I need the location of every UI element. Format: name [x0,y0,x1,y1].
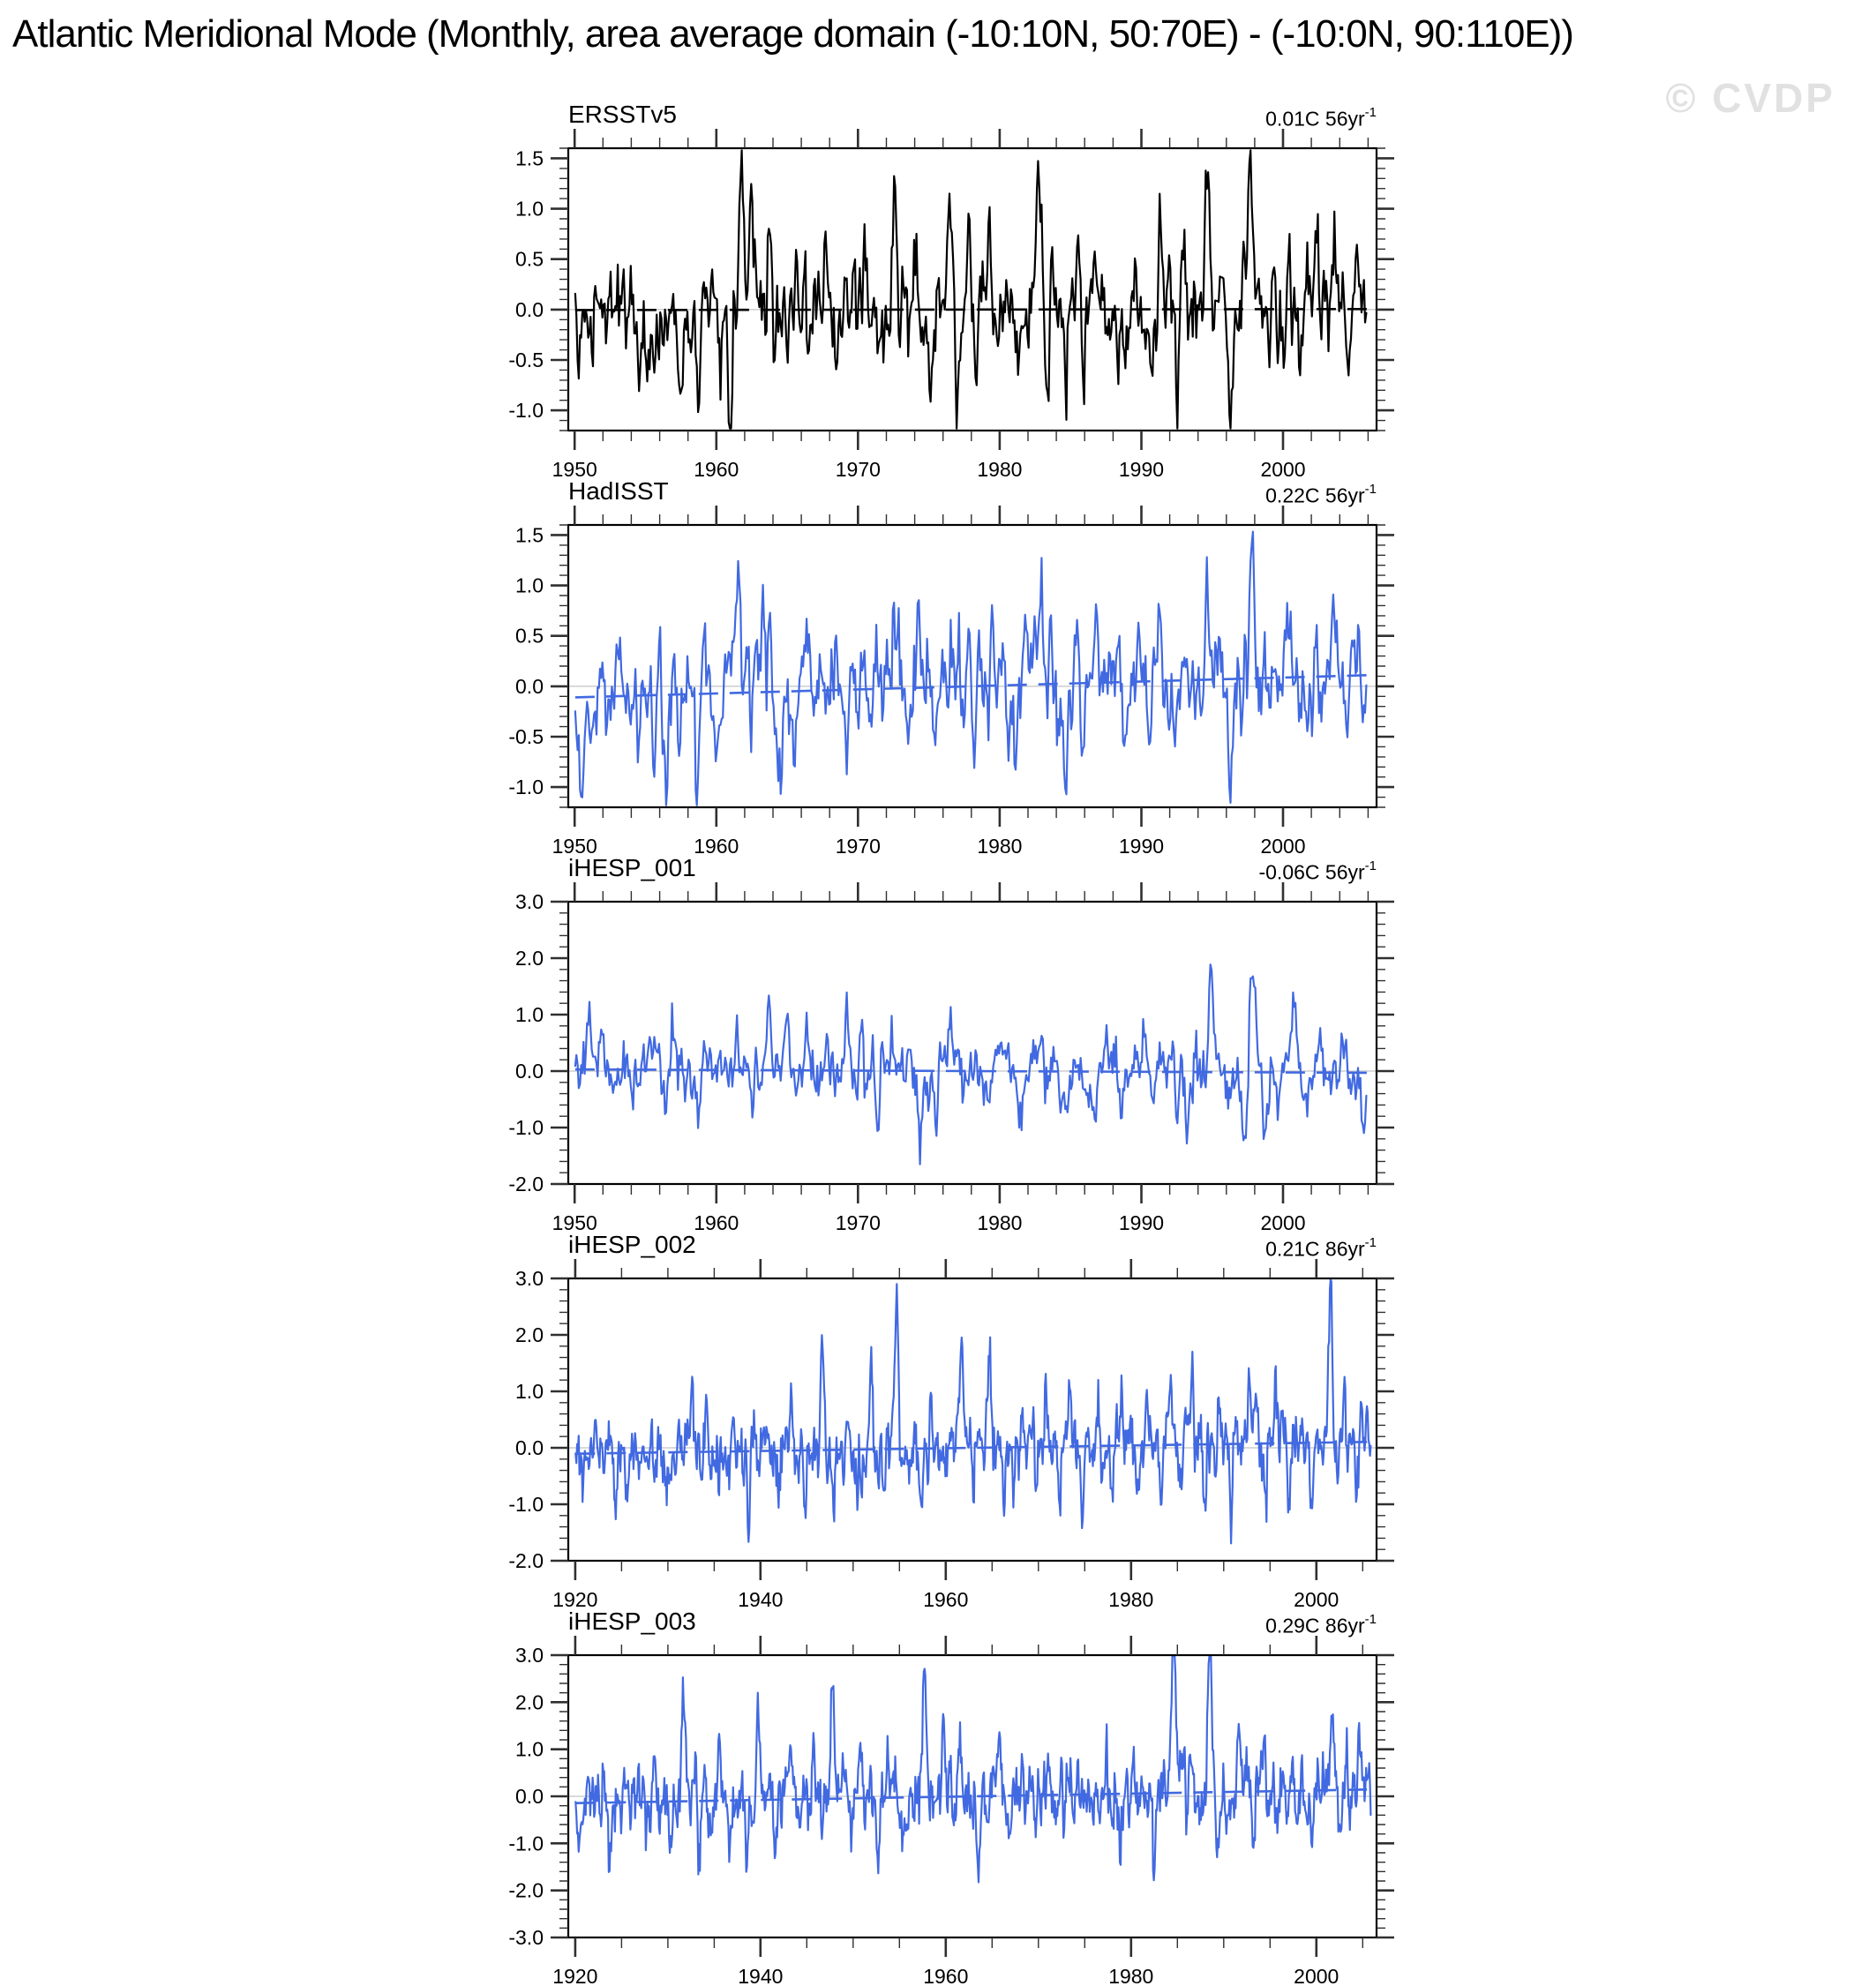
major-ticks [551,882,1394,1203]
trend-value: 0.01C 56yr [1265,107,1365,131]
y-tick-label: -0.5 [508,725,544,748]
x-tick-label: 2000 [1260,1211,1306,1234]
y-tick-label: -2.0 [508,1878,544,1902]
x-tick-label: 1950 [552,835,597,858]
x-tick-label: 1960 [694,1211,739,1234]
cvdp-watermark: © CVDP [1665,75,1835,121]
y-tick-label: -1.0 [508,776,544,799]
panel-label-ihesp-003: iHESP_003 [568,1608,696,1635]
y-tick-label: 1.0 [515,1737,544,1761]
y-tick-label: 1.0 [515,573,544,597]
y-tick-label: 2.0 [515,1323,544,1346]
y-tick-label: 3.0 [515,1267,544,1290]
y-tick-label: 0.5 [515,247,544,271]
x-tick-label: 1960 [694,835,739,858]
minor-ticks [559,138,1385,441]
trend-value: -0.06C 56yr [1258,860,1365,884]
chart-title: Atlantic Meridional Mode (Monthly, area average domain (-10:10N, 50:70E) - (-10:0N, 90:110E)) [12,12,1573,56]
trend-exponent: -1 [1364,858,1377,873]
x-tick-label: 1980 [977,835,1023,858]
trend-exponent: -1 [1364,1612,1377,1627]
y-tick-label: 0.0 [515,297,544,321]
y-tick-label: -1.0 [508,1493,544,1516]
x-tick-label: 1950 [552,458,597,481]
x-tick-label: 1990 [1118,458,1165,481]
y-tick-label: -0.5 [508,348,544,371]
x-tick-label: 1960 [923,1965,969,1986]
y-tick-label: 2.0 [515,947,544,970]
y-tick-label: 2.0 [515,1690,544,1714]
panel-HadISST [508,506,1394,858]
panel-label-ihesp-001: iHESP_001 [568,854,696,881]
y-tick-label: 1.0 [515,1380,544,1403]
minor-ticks [559,1268,1385,1571]
panel-label-ersstv5: ERSSTv5 [568,101,677,128]
x-tick-label: 1990 [1118,835,1165,858]
trend-value: 0.21C 86yr [1265,1237,1365,1261]
plot-box [568,902,1377,1184]
major-ticks [551,129,1394,450]
panel-trend-ersstv5 [1006,99,1377,131]
x-tick-label: 1980 [977,458,1023,481]
y-tick-label: -1.0 [508,1832,544,1855]
trend-value: 0.22C 56yr [1265,483,1365,507]
x-tick-label: 1960 [694,458,739,481]
y-tick-label: 0.0 [515,1436,544,1459]
x-tick-label: 1950 [552,1211,597,1234]
major-ticks [551,506,1394,827]
trend-exponent: -1 [1364,105,1377,120]
y-tick-label: -3.0 [508,1926,544,1949]
y-tick-label: -2.0 [508,1549,544,1572]
x-tick-label: 1980 [1108,1588,1154,1611]
panel-label-hadisst: HadISST [568,477,669,505]
y-tick-label: 0.0 [515,674,544,698]
x-tick-label: 1970 [835,458,881,481]
y-tick-label: 1.0 [515,1003,544,1026]
panel-iHESP_003 [508,1636,1394,1986]
minor-ticks [559,891,1385,1195]
trend-exponent: -1 [1364,1235,1377,1250]
x-tick-label: 1970 [835,835,881,858]
y-tick-label: -1.0 [508,1116,544,1139]
series-line [575,1279,1370,1543]
x-tick-label: 1980 [1108,1965,1154,1986]
series-line [575,532,1367,806]
y-tick-label: 3.0 [515,890,544,913]
y-tick-label: 0.5 [515,624,544,648]
panel-trend-ihesp-003 [1006,1606,1377,1638]
major-ticks [551,1259,1394,1580]
y-tick-label: 1.5 [515,523,544,547]
trend-value: 0.29C 86yr [1265,1614,1365,1638]
minor-ticks [559,514,1385,818]
panel-trend-ihesp-001 [1006,852,1377,884]
x-tick-label: 2000 [1294,1588,1339,1611]
y-tick-label: 3.0 [515,1644,544,1667]
y-tick-label: 0.0 [515,1785,544,1808]
x-tick-label: 2000 [1260,458,1306,481]
y-tick-label: -2.0 [508,1173,544,1195]
x-tick-label: 1960 [923,1588,969,1611]
x-tick-label: 1920 [552,1965,598,1986]
panel-ERSSTv5 [508,129,1394,481]
x-tick-label: 1940 [738,1588,784,1611]
trend-exponent: -1 [1364,482,1377,497]
panel-label-ihesp-002: iHESP_002 [568,1231,696,1258]
panel-trend-hadisst [1006,476,1377,507]
y-tick-label: 0.0 [515,1060,544,1083]
series-line [575,150,1367,428]
x-tick-label: 2000 [1260,835,1306,858]
x-tick-label: 1990 [1118,1211,1165,1234]
x-tick-label: 1940 [738,1965,784,1986]
panel-iHESP_002 [508,1259,1394,1611]
x-tick-label: 1970 [835,1211,881,1234]
x-tick-label: 1980 [977,1211,1023,1234]
y-tick-label: -1.0 [508,399,544,423]
series-line [575,964,1367,1165]
series-line [575,1656,1370,1882]
x-tick-label: 1920 [552,1588,598,1611]
y-tick-label: 1.5 [515,146,544,170]
panel-iHESP_001 [508,882,1394,1234]
panel-trend-ihesp-002 [1006,1229,1377,1261]
y-tick-label: 1.0 [515,197,544,221]
x-tick-label: 2000 [1294,1965,1339,1986]
